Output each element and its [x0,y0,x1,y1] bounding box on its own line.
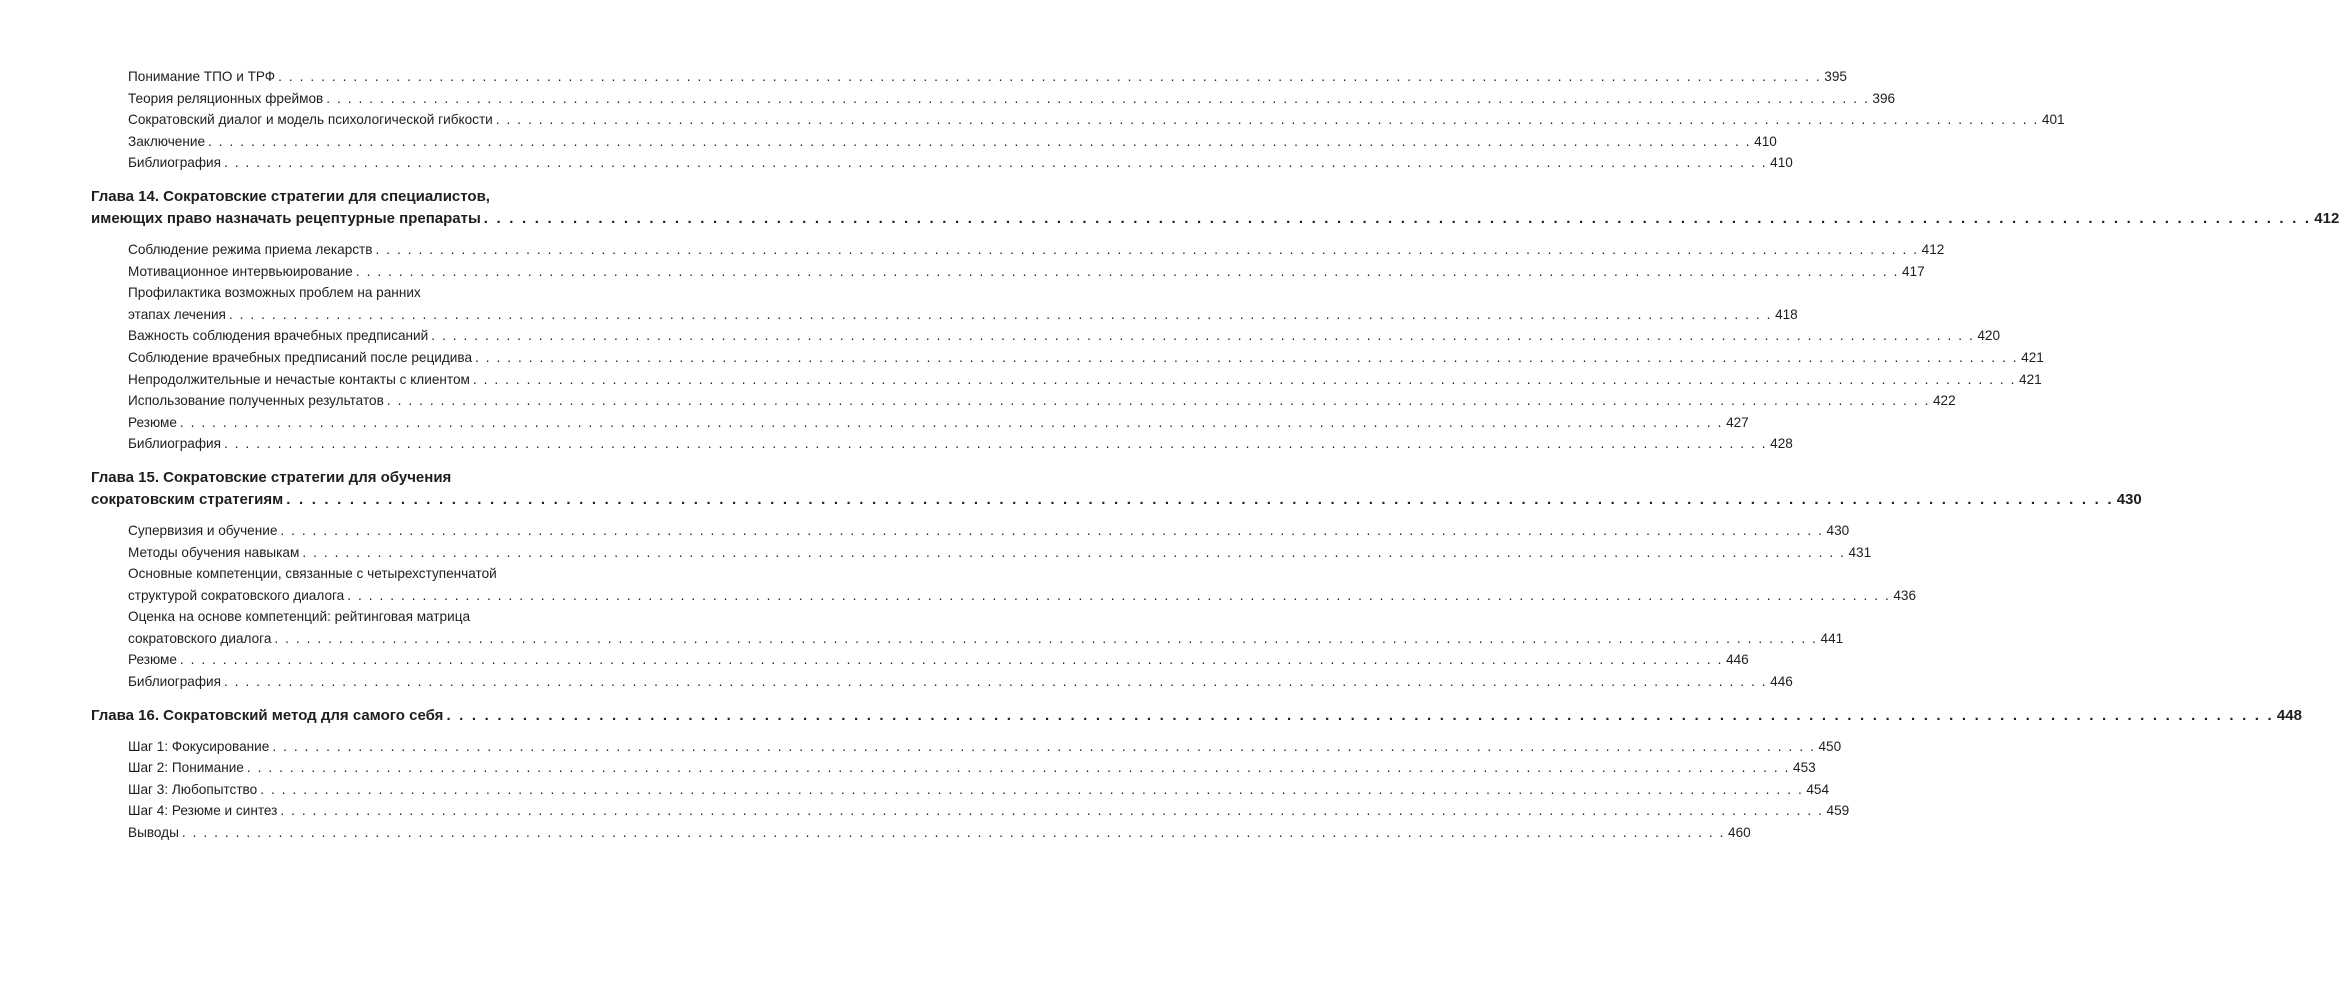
dot-leader [431,325,1974,347]
dot-leader [260,779,1803,801]
toc-entry [91,152,1793,174]
entry-page: 430 [1826,522,1850,538]
dot-leader [446,705,2273,727]
entry-label: Шаг 1: Фокусирование [128,738,270,754]
entry-label: Супервизия и обучение [128,522,278,538]
entry-page: 450 [1818,738,1842,754]
entry-label: структурой сократовского диалога [128,587,345,603]
entry-page: 441 [1820,630,1844,646]
toc-entry [91,325,2001,347]
toc-entry [91,606,1844,649]
toc-entry [91,66,1847,88]
previous-chapter-entries [91,66,2065,174]
entry-label: Шаг 4: Резюме и синтез [128,803,278,819]
chapter-title-line2: сократовским стратегиям [91,490,284,508]
entry-page: 431 [1848,544,1872,560]
toc-entry [91,736,1842,758]
entry-page: 396 [1872,90,1896,106]
entry-page: 401 [2041,112,2065,128]
entry-label-line1: Профилактика возможных проблем на ранних [128,285,421,301]
toc-entry [91,412,1749,434]
entry-page: 454 [1806,781,1830,797]
dot-leader [224,433,1767,455]
entry-label: Непродолжительные и нечастые контакты с клиентом [128,371,470,387]
entry-label: Соблюдение врачебных предписаний после рецидива [128,349,473,365]
entry-page: 410 [1754,133,1777,149]
toc-entry [91,282,1798,325]
entry-label: Резюме [128,414,177,430]
chapter-title-line1: Глава 15. Сократовские стратегии для обучения [91,468,452,486]
entry-label: Сократовский диалог и модель психологической гибкости [128,112,493,128]
chapter-page: 448 [2276,706,2302,724]
dot-leader [272,736,1815,758]
entry-label: Библиография [128,674,221,690]
toc-entry [91,433,1793,455]
chapter-page: 412 [2314,209,2339,227]
entry-page: 459 [1826,803,1850,819]
chapter-16-heading [91,705,2302,727]
dot-leader [180,649,1723,671]
entry-page: 446 [1770,674,1793,690]
entry-page: 420 [1977,328,2001,344]
toc-entry [91,757,1816,779]
chapter-14-heading [91,186,2339,230]
entry-label-line1: Основные компетенции, связанные с четырехступенчатой [128,566,497,582]
dot-leader [180,412,1723,434]
toc-entry [91,563,1917,606]
toc-entry [91,779,1830,801]
dot-leader [484,208,2311,230]
entry-label: Выводы [128,825,179,841]
entry-label: Соблюдение режима приема лекарств [128,241,373,257]
dot-leader [224,152,1767,174]
dot-leader [229,304,1772,326]
toc-entry [91,822,1751,844]
dot-leader [302,542,1845,564]
toc-entry [91,261,1925,283]
entry-label: Важность соблюдения врачебных предписаний [128,328,429,344]
entry-label: Библиография [128,436,221,452]
dot-leader [278,66,1821,88]
dot-leader [376,239,1919,261]
dot-leader [286,489,2113,511]
entry-page: 446 [1726,652,1749,668]
toc-entry [91,542,1872,564]
entry-page: 412 [1921,241,1945,257]
entry-label: Заключение [128,133,206,149]
toc-entry [91,369,2042,391]
entry-page: 421 [2019,371,2042,387]
dot-leader [274,628,1817,650]
entry-label: Использование полученных результатов [128,393,384,409]
dot-leader [182,822,1725,844]
entry-page: 417 [1901,263,1925,279]
toc-entry [91,239,1945,261]
toc-entry [91,800,1850,822]
chapter-page: 430 [2116,490,2142,508]
dot-leader [496,109,2039,131]
dot-leader [473,369,2016,391]
entry-page: 453 [1793,760,1816,776]
chapter-14-entries [91,239,2044,455]
entry-label: этапах лечения [128,306,226,322]
chapter-15-heading [91,467,2142,511]
dot-leader [280,800,1823,822]
entry-label: Шаг 3: Любопытство [128,781,258,797]
entry-label: сократовского диалога [128,630,272,646]
dot-leader [387,390,1930,412]
toc-entry [91,390,1956,412]
dot-leader [356,261,1899,283]
entry-page: 460 [1728,825,1751,841]
dot-leader [224,671,1767,693]
dot-leader [280,520,1823,542]
toc-entry [91,109,2065,131]
entry-label: Резюме [128,652,177,668]
toc-entry [91,131,1777,153]
entry-page: 395 [1824,69,1847,84]
entry-page: 427 [1726,414,1749,430]
chapter-title-line1: Глава 14. Сократовские стратегии для специалистов, [91,187,490,205]
dot-leader [347,585,1890,607]
chapter-15-entries [91,520,1917,693]
table-of-contents [91,66,2339,844]
entry-page: 422 [1932,393,1956,409]
chapter-title-line2: имеющих право назначать рецептурные препараты [91,209,481,227]
chapter-16-entries [91,736,1850,844]
dot-leader [247,757,1790,779]
entry-page: 410 [1770,155,1793,171]
entry-label: Понимание ТПО и ТРФ [128,69,276,84]
toc-entry [91,88,1896,110]
dot-leader [475,347,2018,369]
entry-label: Мотивационное интервьюирование [128,263,353,279]
toc-entry [91,520,1850,542]
entry-label: Шаг 2: Понимание [128,760,244,776]
entry-label-line1: Оценка на основе компетенций: рейтинговая матрица [128,609,471,625]
entry-label: Библиография [128,155,221,171]
entry-page: 421 [2021,349,2044,365]
dot-leader [208,131,1751,153]
entry-page: 428 [1770,436,1793,452]
entry-page: 418 [1775,306,1798,322]
dot-leader [326,88,1869,110]
entry-label: Теория реляционных фреймов [128,90,324,106]
chapter-title: Глава 16. Сократовский метод для самого себя [91,706,444,724]
toc-entry [91,649,1749,671]
entry-page: 436 [1893,587,1917,603]
toc-entry [91,671,1793,693]
toc-entry [91,347,2044,369]
entry-label: Методы обучения навыкам [128,544,300,560]
